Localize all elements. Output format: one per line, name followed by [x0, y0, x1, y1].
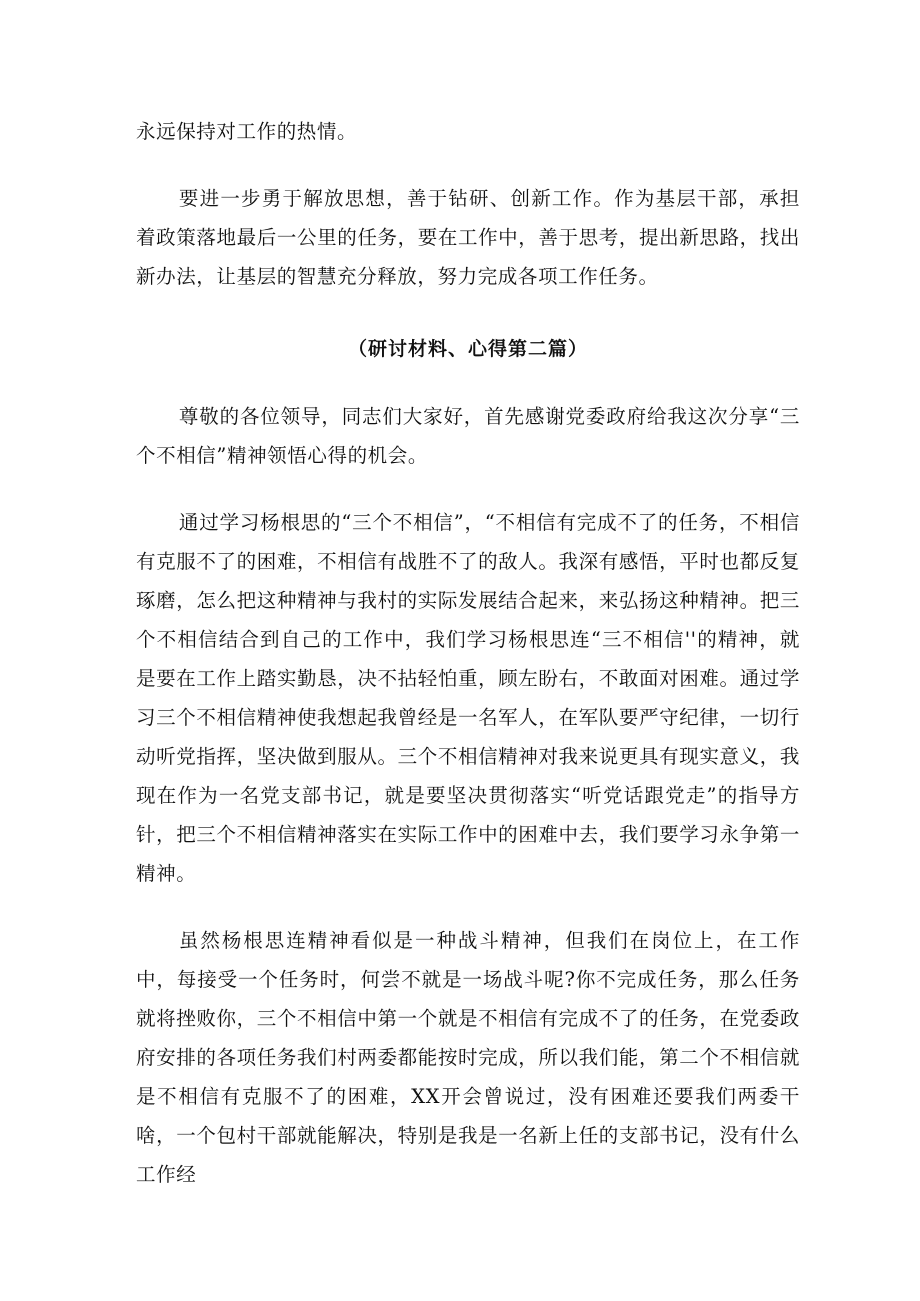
- paragraph-continuation: 永远保持对工作的热情。: [136, 120, 358, 143]
- document-page: [136, 112, 800, 1194]
- paragraph-greeting: 尊敬的各位领导，同志们大家好，首先感谢党委政府给我这次分享“三个不相信”精神领悟心得的机会。: [136, 405, 800, 467]
- paragraph-emancipate-mind: 要进一步勇于解放思想，善于钻研、创新工作。作为基层干部，承担着政策落地最后一公里的任务，要在工作中，善于思考，提出新思路，找出新办法，让基层的智慧充分释放，努力完成各项工作任务。: [136, 187, 800, 288]
- paragraph-three-disbeliefs: 通过学习杨根思的“三个不相信”，“不相信有完成不了的任务，不相信有克服不了的困难，不相信有战胜不了的敌人。我深有感悟，平时也都反复琢磨，怎么把这种精神与我村的实际发展结合起来，来弘扬这种精神。把三个不相信结合到自己的工作中，我们学习杨根思连“三不相信''的精神，就是要在工作上踏实勤恳，决不拈轻怕重，顾左盼右，不敢面对困难。通过学习三个不相信精神使我想起我曾经是一名军人，在军队要严守纪律，一切行动听党指挥，坚决做到服从。三个不相信精神对我来说更具有现实意义，我现在作为一名党支部书记，就是要坚决贯彻落实“听党话跟党走”的指导方针，把三个不相信精神落实在实际工作中的困难中去，我们要学习永争第一精神。: [136, 511, 800, 885]
- section-heading: （研讨材料、心得第二篇）: [347, 338, 588, 360]
- paragraph-battle-spirit: 虽然杨根思连精神看似是一种战斗精神，但我们在岗位上，在工作中，每接受一个任务时，何尝不就是一场战斗呢?你不完成任务，那么任务就将挫败你，三个不相信中第一个就是不相信有完成不了的任务，在党委政府安排的各项任务我们村两委都能按时完成，所以我们能，第二个不相信就是不相信有克服不了的困难，XX开会曾说过，没有困难还要我们两委干啥，一个包村干部就能解决，特别是我是一名新上任的支部书记，没有什么工作经: [136, 929, 800, 1186]
